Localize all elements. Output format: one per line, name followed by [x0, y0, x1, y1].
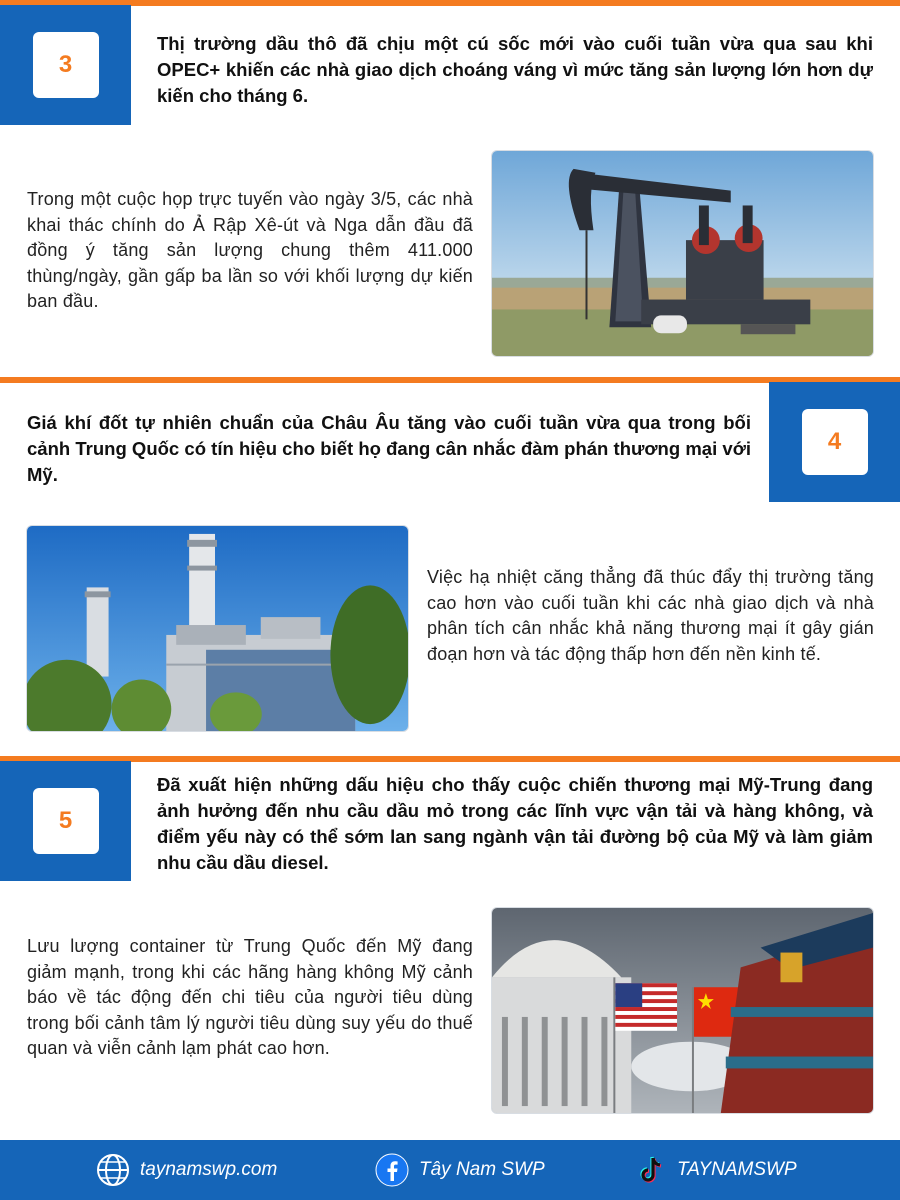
tiktok-icon [633, 1153, 667, 1187]
section-divider [0, 0, 900, 6]
section-headline: Thị trường dầu thô đã chịu một cú sốc mới vào cuối tuần vừa qua sau khi OPEC+ khiến các nhà giao dịch choáng váng vì mức tăng sản lượng lớn hơn dự kiến cho tháng 6. [157, 33, 873, 106]
section-number-block [0, 5, 131, 125]
section-headline: Giá khí đốt tự nhiên chuẩn của Châu Âu tăng vào cuối tuần vừa qua trong bối cảnh Trung Quốc có tín hiệu cho biết họ đang cân nhắc đàm phán thương mại với Mỹ. [27, 412, 751, 485]
section-divider [0, 756, 900, 762]
section-number-block [769, 382, 900, 502]
section-body-text: Lưu lượng container từ Trung Quốc đến Mỹ đang giảm mạnh, trong khi các hãng hàng không Mỹ cảnh báo về tác động đến chi tiêu của người tiêu dùng trong bối cảnh tâm lý người tiêu dùng suy yếu do thuế quan và viễn cảnh lạm phát cao hơn. [27, 936, 473, 1058]
section-divider [0, 377, 900, 383]
footer-tiktok-link[interactable] [633, 1140, 797, 1200]
footer-tiktok-text: TAYNAMSWP [677, 1159, 797, 1180]
footer-bar [0, 1140, 900, 1200]
oil-pumpjack-photo [491, 150, 874, 357]
globe-icon [96, 1153, 130, 1187]
section-number: 3 [33, 32, 99, 98]
section-number: 4 [802, 409, 868, 475]
section-headline: Đã xuất hiện những dấu hiệu cho thấy cuộc chiến thương mại Mỹ-Trung đang ảnh hưởng đến nhu cầu dầu mỏ trong các lĩnh vực vận tải và hàng không, và điểm yếu này có thể sớm lan sang ngành vận tải đường bộ của Mỹ và làm giảm nhu cầu dầu diesel. [157, 774, 873, 873]
footer-website-link[interactable] [96, 1140, 277, 1200]
facebook-icon [375, 1153, 409, 1187]
footer-facebook-text: Tây Nam SWP [419, 1159, 545, 1180]
section-number-block [0, 761, 131, 881]
section-body-text: Trong một cuộc họp trực tuyến vào ngày 3/5, các nhà khai thác chính do Ả Rập Xê-út và Nga dẫn đầu đã đồng ý tăng sản lượng chung thêm 411.000 thùng/ngày, gần gấp ba lần so với khối lượng dự kiến ban đầu. [27, 189, 473, 311]
gas-power-plant-photo [26, 525, 409, 732]
section-body-text: Việc hạ nhiệt căng thẳng đã thúc đẩy thị trường tăng cao hơn vào cuối tuần khi các nhà giao dịch và nhà phân tích cân nhắc khả năng thương mại ít gây gián đoạn hơn và tác động thấp hơn đến nền kinh tế. [427, 567, 874, 664]
footer-website-text: taynamswp.com [140, 1159, 278, 1180]
footer-facebook-link[interactable] [375, 1140, 545, 1200]
section-number: 5 [33, 788, 99, 854]
us-china-flags-photo [491, 907, 874, 1114]
